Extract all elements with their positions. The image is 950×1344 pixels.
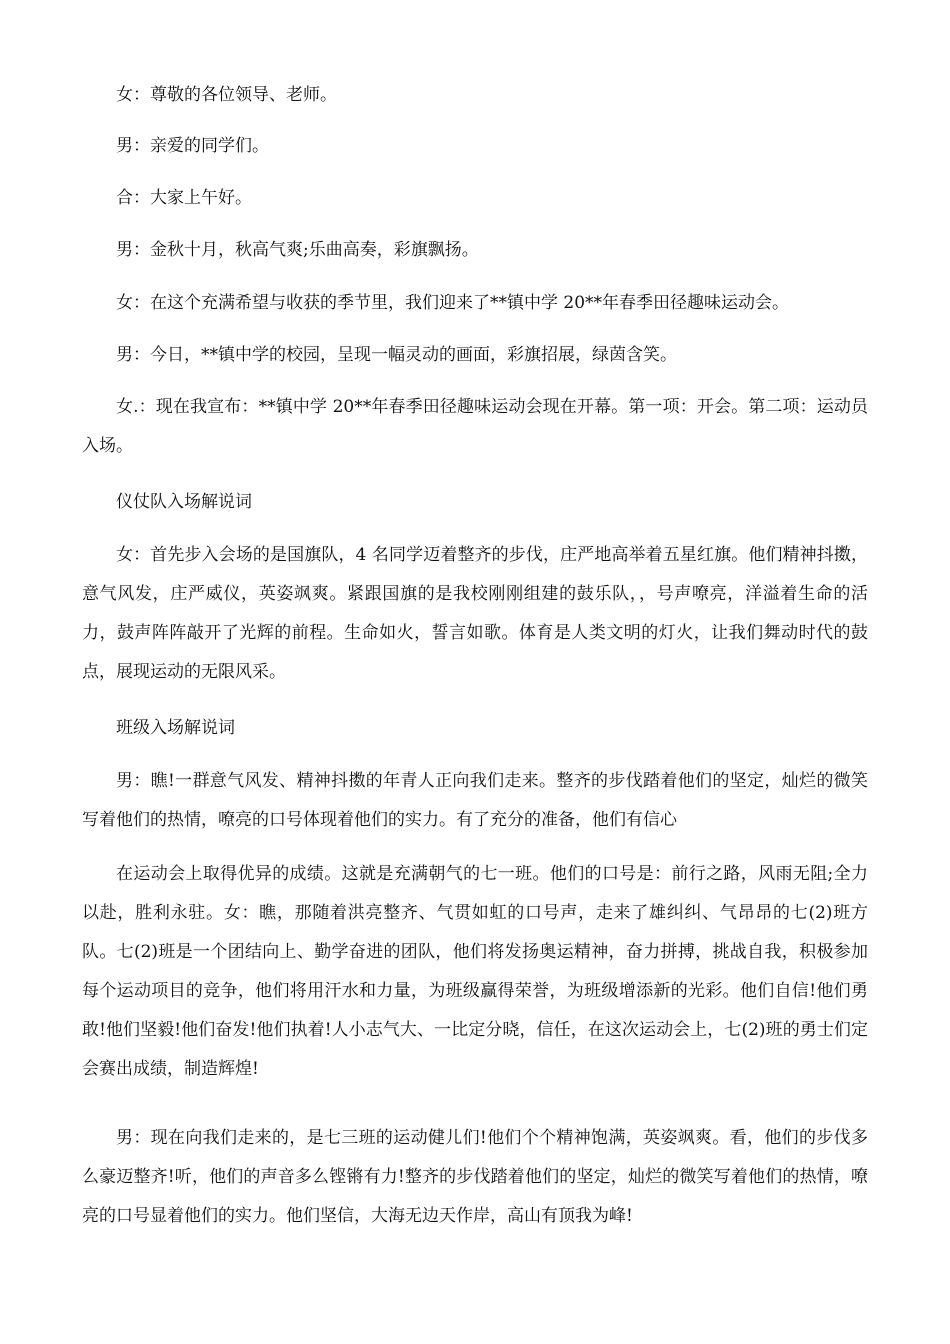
paragraph-class-one-two: 在运动会上取得优异的成绩。这就是充满朝气的七一班。他们的口号是：前行之路，风雨无阻;全力以赴，胜利永驻。女：瞧，那随着洪亮整齐、气贯如虹的口号声，走来了雄纠纠、气昂昂的七(2)班方队。七(2)班是一个团结向上、勤学奋进的团队，他们将发扬奥运精神，奋力拼搏，挑战自我，积极参加每个运动项目的竞争，他们将用汗水和力量，为班级赢得荣誉，为班级增添新的光彩。他们自信!他们勇敢!他们坚毅!他们奋发!他们执着!人小志气大、一比定分晓，信任，在这次运动会上，七(2)班的勇士们定会赛出成绩，制造辉煌! (82, 864, 868, 1079)
paragraph-autumn: 男：金秋十月，秋高气爽;乐曲高奏，彩旗飘扬。 (116, 240, 479, 260)
paragraph-season: 女：在这个充满希望与收获的季节里，我们迎来了**镇中学 20**年春季田径趣味运动会。 (116, 293, 790, 313)
paragraph-class-one-intro: 男：瞧!一群意气风发、精神抖擞的年青人正向我们走来。整齐的步伐踏着他们的坚定，灿烂的微笑写着他们的热情，嘹亮的口号体现着他们的实力。有了充分的准备，他们有信心 (82, 771, 868, 830)
paragraph-opening-announcement: 女.：现在我宣布：**镇中学 20**年春季田径趣味运动会现在开幕。第一项：开会。第二项：运动员入场。 (82, 397, 868, 456)
paragraph-greeting-all: 合：大家上午好。 (116, 188, 252, 208)
heading-class-entrance: 班级入场解说词 (116, 718, 235, 738)
paragraph-greeting-students: 男：亲爱的同学们。 (116, 136, 269, 156)
paragraph-flag-team: 女：首先步入会场的是国旗队，4 名同学迈着整齐的步伐，庄严地高举着五星红旗。他们精神抖擞，意气风发，庄严威仪，英姿飒爽。紧跟国旗的是我校刚刚组建的鼓乐队，，号声嘹亮，洋溢着生命的活力，鼓声阵阵敲开了光辉的前程。生命如火，誓言如歌。体育是人类文明的灯火，让我们舞动时代的鼓点，展现运动的无限风采。 (82, 545, 868, 682)
paragraph-greeting-leaders: 女：尊敬的各位领导、老师。 (116, 85, 337, 105)
heading-honor-guard: 仪仗队入场解说词 (116, 492, 252, 512)
paragraph-class-three: 男：现在向我们走来的，是七三班的运动健儿们!他们个个精神饱满，英姿飒爽。看，他们的步伐多么豪迈整齐!听，他们的声音多么铿锵有力!整齐的步伐踏着他们的坚定，灿烂的微笑写着他们的热情，嘹亮的口号显着他们的实力。他们坚信，大海无边天作岸，高山有顶我为峰! (82, 1128, 868, 1226)
paragraph-campus: 男：今日，**镇中学的校园，呈现一幅灵动的画面，彩旗招展，绿茵含笑。 (116, 345, 677, 365)
